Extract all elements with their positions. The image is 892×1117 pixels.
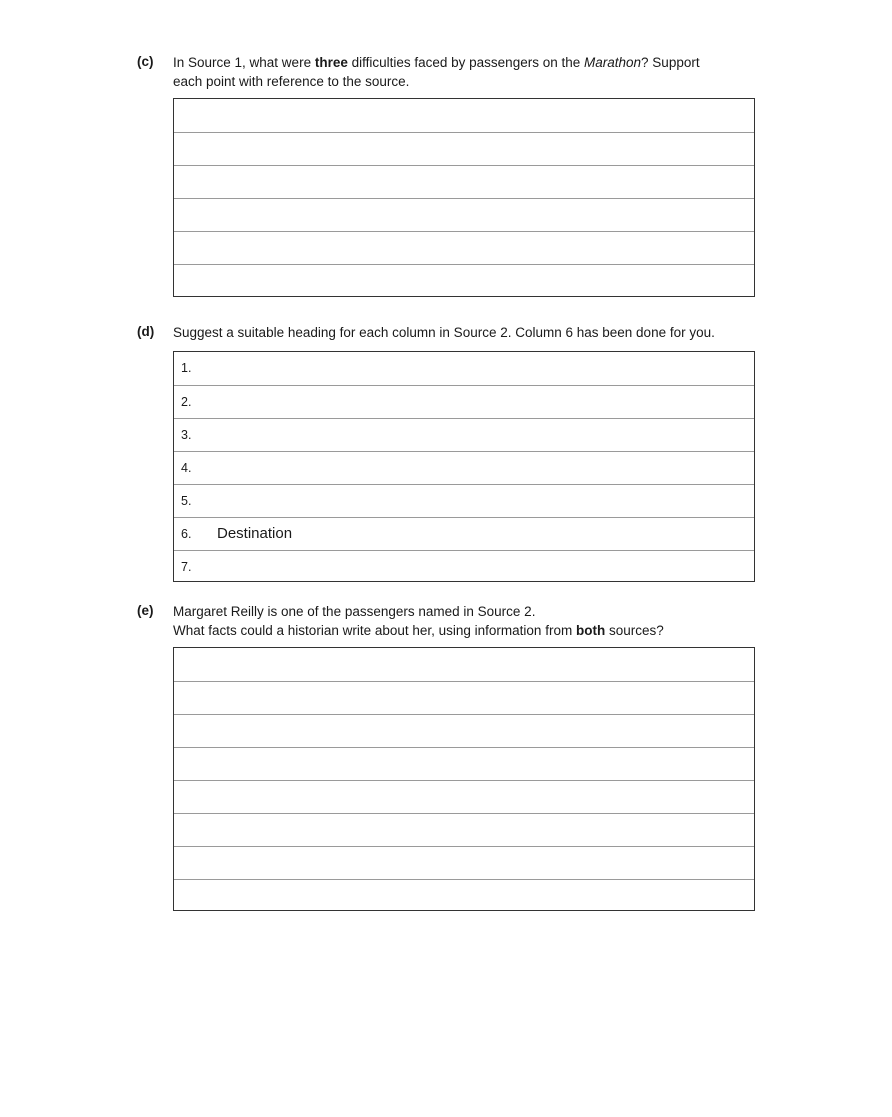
question-c-text-part: In Source 1, what were bbox=[173, 55, 315, 70]
question-e-text-part: What facts could a historian write about her, using information from bbox=[173, 623, 576, 638]
answer-line[interactable] bbox=[174, 165, 754, 198]
column-heading-row-1[interactable] bbox=[174, 352, 754, 385]
row-answer-destination: Destination bbox=[217, 525, 293, 542]
answer-line[interactable] bbox=[174, 846, 754, 879]
row-number: 3. bbox=[181, 428, 192, 442]
answer-line[interactable] bbox=[174, 879, 754, 910]
question-c-text-part: ? Support bbox=[641, 55, 700, 70]
answer-box-d bbox=[173, 351, 755, 582]
column-heading-row-5[interactable] bbox=[174, 484, 754, 517]
question-c-text-line2: each point with reference to the source. bbox=[173, 74, 410, 89]
answer-line[interactable] bbox=[174, 813, 754, 846]
row-number: 1. bbox=[181, 361, 192, 375]
column-heading-row-3[interactable] bbox=[174, 418, 754, 451]
question-c-text-part: difficulties faced by passengers on the bbox=[347, 55, 584, 70]
row-number: 5. bbox=[181, 494, 192, 508]
question-e-text bbox=[173, 602, 773, 640]
column-heading-row-4[interactable] bbox=[174, 451, 754, 484]
row-number: 7. bbox=[181, 560, 192, 574]
answer-line[interactable] bbox=[174, 231, 754, 264]
answer-box-c bbox=[173, 98, 755, 297]
question-c-label: (c) bbox=[137, 54, 154, 69]
answer-line[interactable] bbox=[174, 681, 754, 714]
column-heading-row-7[interactable] bbox=[174, 550, 754, 581]
question-d-label: (d) bbox=[137, 324, 155, 339]
answer-line[interactable] bbox=[174, 747, 754, 780]
answer-line[interactable] bbox=[174, 264, 754, 296]
answer-line[interactable] bbox=[174, 780, 754, 813]
question-c-bold: three bbox=[314, 55, 348, 70]
question-e-text-line1: Margaret Reilly is one of the passengers named in Source 2. bbox=[173, 604, 536, 619]
answer-line[interactable] bbox=[174, 132, 754, 165]
row-number: 6. bbox=[181, 527, 192, 541]
answer-line[interactable] bbox=[174, 648, 754, 681]
question-e-bold: both bbox=[575, 623, 606, 638]
question-d-text: Suggest a suitable heading for each column in Source 2. Column 6 has been done for you. bbox=[173, 325, 715, 340]
answer-line[interactable] bbox=[174, 714, 754, 747]
column-heading-row-6[interactable] bbox=[174, 517, 754, 550]
question-c-text bbox=[173, 53, 773, 91]
answer-line[interactable] bbox=[174, 99, 754, 132]
question-e-label: (e) bbox=[137, 603, 154, 618]
row-number: 4. bbox=[181, 461, 192, 475]
answer-box-e bbox=[173, 647, 755, 911]
question-c-italic: Marathon bbox=[584, 55, 642, 70]
row-number: 2. bbox=[181, 395, 192, 409]
question-e-text-part: sources? bbox=[605, 623, 664, 638]
column-heading-row-2[interactable] bbox=[174, 385, 754, 418]
answer-line[interactable] bbox=[174, 198, 754, 231]
